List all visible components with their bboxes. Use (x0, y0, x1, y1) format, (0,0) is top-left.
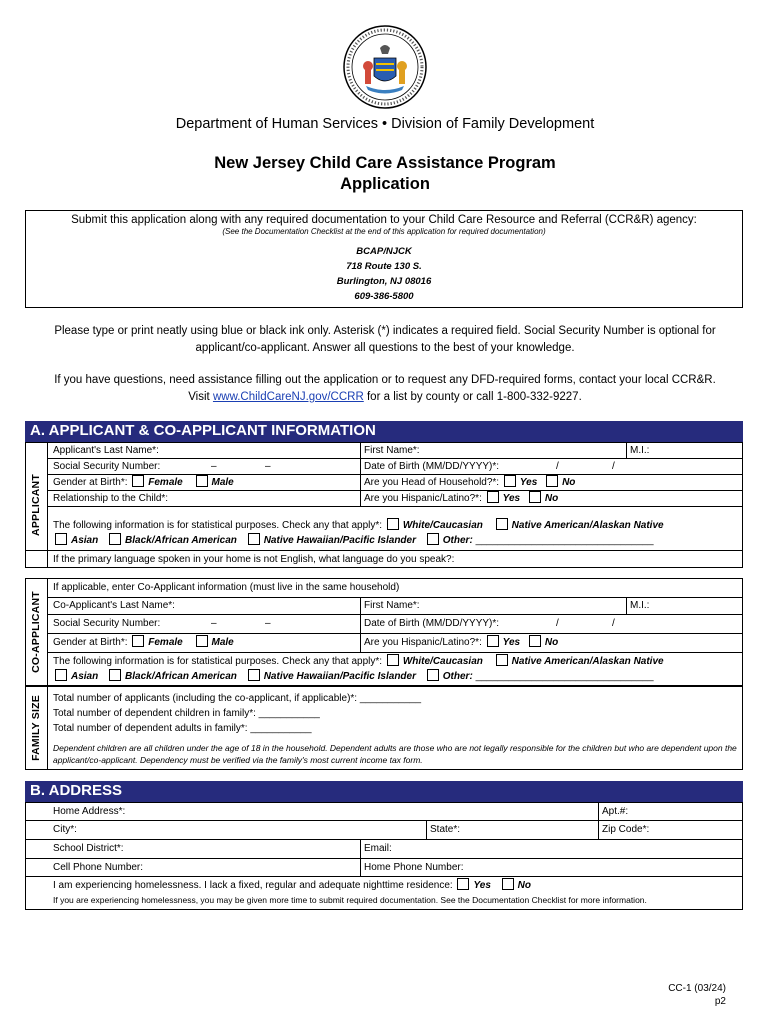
homeless-yes-checkbox[interactable] (457, 878, 469, 890)
asian-checkbox[interactable] (55, 533, 67, 545)
yes-label: Yes (473, 880, 491, 891)
homeless-no-checkbox[interactable] (502, 878, 514, 890)
apt-field[interactable]: Apt.#: (602, 806, 629, 817)
form-id: CC-1 (03/24) (668, 983, 726, 994)
visit-rest-text: for a list by county or call 1-800-332-9227. (366, 391, 582, 403)
page-footer (668, 982, 726, 1008)
black-label: Black/African American (125, 535, 237, 546)
coapplicant-hispanic-row (361, 635, 558, 650)
instructions-line (30, 389, 740, 406)
ssn-dash: – (211, 618, 217, 629)
dependent-children-field[interactable]: Total number of dependent children in family*: ___________ (53, 708, 320, 719)
dob-slash: / (556, 618, 559, 629)
hawaiian-checkbox[interactable] (248, 533, 260, 545)
asian-label: Asian (71, 535, 99, 546)
email-field[interactable]: Email: (364, 843, 392, 854)
applicant-first-name-field[interactable]: First Name*: (364, 445, 420, 456)
agency-phone: 609-386-5800 (354, 291, 414, 302)
gender-label: Gender at Birth*: (53, 637, 128, 648)
homelessness-label: I am experiencing homelessness. I lack a fixed, regular and adequate nighttime residence: (53, 880, 453, 891)
coapplicant-intro: If applicable, enter Co-Applicant information (must live in the same household) (53, 582, 400, 593)
section-a-header: A. APPLICANT & CO-APPLICANT INFORMATION (25, 421, 743, 442)
yes-label: Yes (502, 637, 521, 648)
section-b-header: B. ADDRESS (25, 781, 743, 802)
co-hawaiian-checkbox[interactable] (248, 669, 260, 681)
cell-phone-field[interactable]: Cell Phone Number: (53, 862, 144, 873)
city-field[interactable]: City*: (53, 824, 77, 835)
coapplicant-dob-field[interactable]: Date of Birth (MM/DD/YYYY)*: (364, 618, 500, 629)
total-applicants-field[interactable]: Total number of applicants (including the co-applicant, if applicable)*: ___________ (53, 693, 422, 704)
applicant-label: APPLICANT (30, 474, 42, 536)
instructions-line: If you have questions, need assistance filling out the application or to request any DFD-required forms, contact your local CCR&R. (54, 374, 716, 386)
submit-text: Submit this application along with any required documentation to your Child Care Resource and Referral (CCR&R) agency: (71, 214, 697, 226)
applicant-gender-row (50, 475, 234, 490)
applicant-dob-field[interactable]: Date of Birth (MM/DD/YYYY)*: (364, 461, 500, 472)
male-checkbox[interactable] (196, 475, 208, 487)
family-size-side-label (25, 686, 48, 770)
agency-name: BCAP/NJCK (356, 246, 412, 257)
asian-label: Asian (71, 671, 99, 682)
ssn-dash: – (265, 461, 271, 472)
school-district-field[interactable]: School District*: (53, 843, 124, 854)
applicant-relationship-field[interactable]: Relationship to the Child*: (53, 493, 169, 504)
co-white-checkbox[interactable] (387, 654, 399, 666)
other-line[interactable]: ________________________________ (475, 671, 654, 682)
home-address-field[interactable]: Home Address*: (53, 806, 126, 817)
hawaiian-label: Native Hawaiian/Pacific Islander (263, 535, 416, 546)
applicant-ssn-field[interactable]: Social Security Number: (53, 461, 161, 472)
female-checkbox[interactable] (132, 475, 144, 487)
family-size-label: FAMILY SIZE (30, 695, 42, 761)
title-line-1: New Jersey Child Care Assistance Program (214, 154, 556, 172)
dob-slash: / (556, 461, 559, 472)
other-label: Other: (442, 535, 473, 546)
applicant-head-of-household-row (361, 475, 575, 490)
visit-text: Visit (188, 391, 210, 403)
home-phone-field[interactable]: Home Phone Number: (364, 862, 464, 873)
applicant-hispanic-row (361, 491, 558, 506)
title-line-2: Application (340, 175, 430, 193)
hispanic-label: Are you Hispanic/Latino?*: (364, 637, 482, 648)
agency-address (26, 244, 742, 304)
ssn-dash: – (211, 461, 217, 472)
hispanic-yes-checkbox[interactable] (487, 491, 499, 503)
applicant-race-row-2 (50, 533, 654, 548)
hispanic-no-checkbox[interactable] (529, 491, 541, 503)
head-yes-checkbox[interactable] (504, 475, 516, 487)
coapplicant-mi-field[interactable]: M.I.: (630, 600, 650, 611)
coapplicant-label: CO-APPLICANT (30, 591, 42, 673)
dependency-note: Dependent children are all children under the age of 18 in the household. Dependent adults are those who are not legally responsible for the children but who are dependent upon the applicant/co-applicant. Dependency must be verified via the family's most current income tax form. (53, 743, 737, 765)
head-no-checkbox[interactable] (546, 475, 558, 487)
ccrr-link[interactable]: www.ChildCareNJ.gov/CCRR (212, 391, 364, 403)
dob-slash: / (612, 461, 615, 472)
yes-label: Yes (519, 477, 538, 488)
female-label: Female (148, 637, 183, 648)
dependent-adults-field[interactable]: Total number of dependent adults in family*: ___________ (53, 723, 312, 734)
coapplicant-race-row-2 (50, 669, 654, 684)
dob-slash: / (612, 618, 615, 629)
co-black-checkbox[interactable] (109, 669, 121, 681)
no-label: No (544, 493, 559, 504)
co-male-checkbox[interactable] (196, 635, 208, 647)
zip-field[interactable]: Zip Code*: (602, 824, 650, 835)
hispanic-label: Are you Hispanic/Latino?*: (364, 493, 482, 504)
yes-label: Yes (502, 493, 521, 504)
coapplicant-gender-row (50, 635, 234, 650)
instructions-paragraph-2 (30, 372, 740, 406)
instructions-line: applicant/co-applicant. Answer all questions to the best of your knowledge. (195, 342, 575, 354)
applicant-mi-field[interactable]: M.I.: (630, 445, 650, 456)
head-label: Are you Head of Household?*: (364, 477, 500, 488)
submit-instructions-box (25, 210, 743, 308)
black-label: Black/African American (125, 671, 237, 682)
coapplicant-side-label (25, 578, 48, 686)
gender-label: Gender at Birth*: (53, 477, 128, 488)
white-label: White/Caucasian (402, 520, 483, 531)
co-native-american-checkbox[interactable] (496, 654, 508, 666)
instructions-line: Please type or print neatly using blue or black ink only. Asterisk (*) indicates a required field. Social Security Number is optional for (54, 325, 716, 337)
co-hispanic-yes-checkbox[interactable] (487, 635, 499, 647)
primary-language-field[interactable]: If the primary language spoken in your home is not English, what language do you speak?: (53, 554, 455, 565)
instructions-paragraph-1 (30, 323, 740, 357)
race-intro: The following information is for statistical purposes. Check any that apply*: (53, 656, 383, 667)
coapplicant-first-name-field[interactable]: First Name*: (364, 600, 420, 611)
nj-state-seal (342, 24, 428, 110)
male-label: Male (211, 637, 234, 648)
native-american-checkbox[interactable] (496, 518, 508, 530)
other-checkbox[interactable] (427, 533, 439, 545)
native-american-label: Native American/Alaskan Native (511, 656, 664, 667)
state-field[interactable]: State*: (430, 824, 461, 835)
agency-street: 718 Route 130 S. (346, 261, 422, 272)
homelessness-row (50, 878, 531, 893)
co-hispanic-no-checkbox[interactable] (529, 635, 541, 647)
ssn-dash: – (265, 618, 271, 629)
coapplicant-race-row-1 (50, 654, 664, 669)
no-label: No (517, 880, 532, 891)
white-label: White/Caucasian (402, 656, 483, 667)
homelessness-note: If you are experiencing homelessness, you may be given more time to submit required documentation. See the Documentation Checklist for more information. (53, 895, 647, 905)
documentation-note: (See the Documentation Checklist at the end of this application for required documentation) (222, 227, 546, 236)
co-female-checkbox[interactable] (132, 635, 144, 647)
hawaiian-label: Native Hawaiian/Pacific Islander (263, 671, 416, 682)
other-label: Other: (442, 671, 473, 682)
applicant-race-row-1 (50, 518, 664, 533)
coapplicant-ssn-field[interactable]: Social Security Number: (53, 618, 161, 629)
department-heading: Department of Human Services • Division of Family Development (175, 116, 595, 132)
page-number: p2 (714, 996, 726, 1007)
race-intro: The following information is for statistical purposes. Check any that apply*: (53, 520, 383, 531)
no-label: No (562, 477, 576, 488)
applicant-last-name-field[interactable]: Applicant's Last Name*: (53, 445, 159, 456)
other-line[interactable]: ________________________________ (475, 535, 654, 546)
co-asian-checkbox[interactable] (55, 669, 67, 681)
native-american-label: Native American/Alaskan Native (511, 520, 664, 531)
page-title (0, 153, 770, 195)
coapplicant-last-name-field[interactable]: Co-Applicant's Last Name*: (53, 600, 175, 611)
agency-city: Burlington, NJ 08016 (336, 276, 432, 287)
no-label: No (544, 637, 559, 648)
co-other-checkbox[interactable] (427, 669, 439, 681)
female-label: Female (148, 477, 183, 488)
black-checkbox[interactable] (109, 533, 121, 545)
male-label: Male (211, 477, 234, 488)
white-checkbox[interactable] (387, 518, 399, 530)
